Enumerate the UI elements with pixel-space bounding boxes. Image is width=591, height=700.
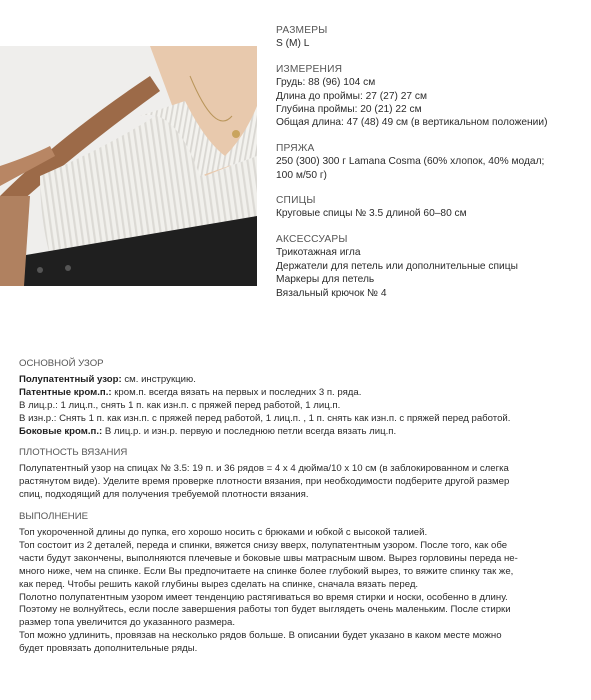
pattern-label: Патентные кром.п.:: [19, 386, 112, 398]
instruction-line: Топ состоит из 2 деталей, переда и спинки, вяжется снизу вверх, полупатентным узором. После того, как обе: [19, 539, 508, 551]
pattern-text: см. инструкцию.: [121, 373, 196, 385]
pattern-line: В лиц.р.: 1 лиц.п., снять 1 п. как изн.п. с пряжей перед работой, 1 лиц.п.: [19, 399, 341, 411]
needles-heading: СПИЦЫ: [276, 195, 316, 207]
main-pattern-section: [19, 358, 575, 438]
main-pattern-heading: ОСНОВНОЙ УЗОР: [19, 358, 104, 369]
accessory-item: Вязальный крючок № 4: [276, 287, 387, 299]
pattern-text: В лиц.р. и изн.р. первую и последнюю петли всегда вязать лиц.п.: [102, 425, 397, 437]
instruction-line: как перед. Чтобы решить какой глубины вырез сделать на спинке, сначала вязать перед.: [19, 578, 419, 590]
pattern-line: В изн.р.: Снять 1 п. как изн.п. с пряжей перед работой, 1 лиц.п. , 1 п. снять как изн.п. с пряжей перед работой.: [19, 412, 511, 424]
pattern-instructions: [19, 358, 575, 665]
measurements-heading: ИЗМЕРЕНИЯ: [276, 63, 343, 75]
instruction-line: Топ можно удлинить, провязав на несколько рядов больше. В описании будет указано в каком месте можно: [19, 630, 502, 642]
gauge-line: спиц, подходящий для получения требуемой плотности вязания.: [19, 489, 309, 501]
knit-top-photo-illustration: [0, 46, 257, 286]
accessories-heading: АКСЕССУАРЫ: [276, 233, 348, 245]
accessory-item: Маркеры для петель: [276, 274, 375, 286]
pattern-line: [19, 387, 575, 400]
instructions-section: [19, 511, 575, 656]
instruction-line: будет провязать дополнительные ряды.: [19, 643, 198, 655]
gauge-line: Полупатентный узор на спицах № 3.5: 19 п. и 36 рядов = 4 х 4 дюйма/10 х 10 см (в заблокированном и слегка: [19, 463, 509, 475]
gauge-line: растянутом виде). Уделите время проверке плотности вязания, при необходимости подберите другой размер: [19, 476, 510, 488]
sizes-value: S (M) L: [276, 38, 310, 50]
gauge-section: [19, 447, 575, 502]
pattern-label: Боковые кром.п.:: [19, 425, 103, 437]
instructions-heading: ВЫПОЛНЕНИЕ: [19, 511, 88, 523]
gauge-heading: ПЛОТНОСТЬ ВЯЗАНИЯ: [19, 447, 128, 459]
yarn-block: [276, 142, 576, 182]
pattern-line: [19, 426, 575, 439]
accessory-item: Держатели для петель или дополнительные спицы: [276, 260, 518, 272]
yarn-heading: ПРЯЖА: [276, 142, 315, 154]
sizes-heading: РАЗМЕРЫ: [276, 25, 328, 36]
pattern-line: [19, 374, 575, 387]
specifications: [276, 24, 576, 312]
measurements-block: [276, 63, 576, 130]
sizes-block: [276, 24, 576, 51]
measurement-line: Общая длина: 47 (48) 49 см (в вертикальном положении): [276, 117, 548, 129]
instruction-line: Полотно полупатентным узором имеет тенденцию растягиваться во время стирки и носки, особенно в длину.: [19, 591, 508, 603]
instruction-line: размер топа увеличится до указанного размера.: [19, 617, 235, 629]
instruction-line: много ниже, чем на спинке. Если Вы предпочитаете на спинке более глубокий вырез, то вяжите спинку так же,: [19, 565, 514, 577]
needles-block: [276, 194, 576, 221]
instruction-line: части будут закончены, выполняются плечевые и боковые швы матрасным швом. Вырез горловины переда не-: [19, 552, 518, 564]
yarn-line: 250 (300) 300 г Lamana Cosma (60% хлопок, 40% модал;: [276, 156, 545, 168]
instruction-line: Поэтому не волнуйтесь, если после завершения работы топ будет выглядеть очень маленьким. После стирки: [19, 604, 511, 616]
measurement-line: Глубина проймы: 20 (21) 22 см: [276, 104, 422, 116]
accessory-item: Трикотажная игла: [276, 247, 361, 259]
needles-value: Круговые спицы № 3.5 длиной 60–80 см: [276, 208, 467, 220]
pattern-text: кром.п. всегда вязать на первых и последних 3 п. ряда.: [111, 386, 362, 398]
product-photo: [0, 46, 257, 286]
measurement-line: Длина до проймы: 27 (27) 27 см: [276, 90, 427, 102]
yarn-line: 100 м/50 г): [276, 169, 327, 181]
instruction-line: Топ укороченной длины до пупка, его хорошо носить с брюками и юбкой с высокой талией.: [19, 526, 428, 538]
pattern-label: Полупатентный узор:: [19, 373, 122, 385]
accessories-block: [276, 233, 576, 300]
measurement-line: Грудь: 88 (96) 104 см: [276, 77, 376, 89]
